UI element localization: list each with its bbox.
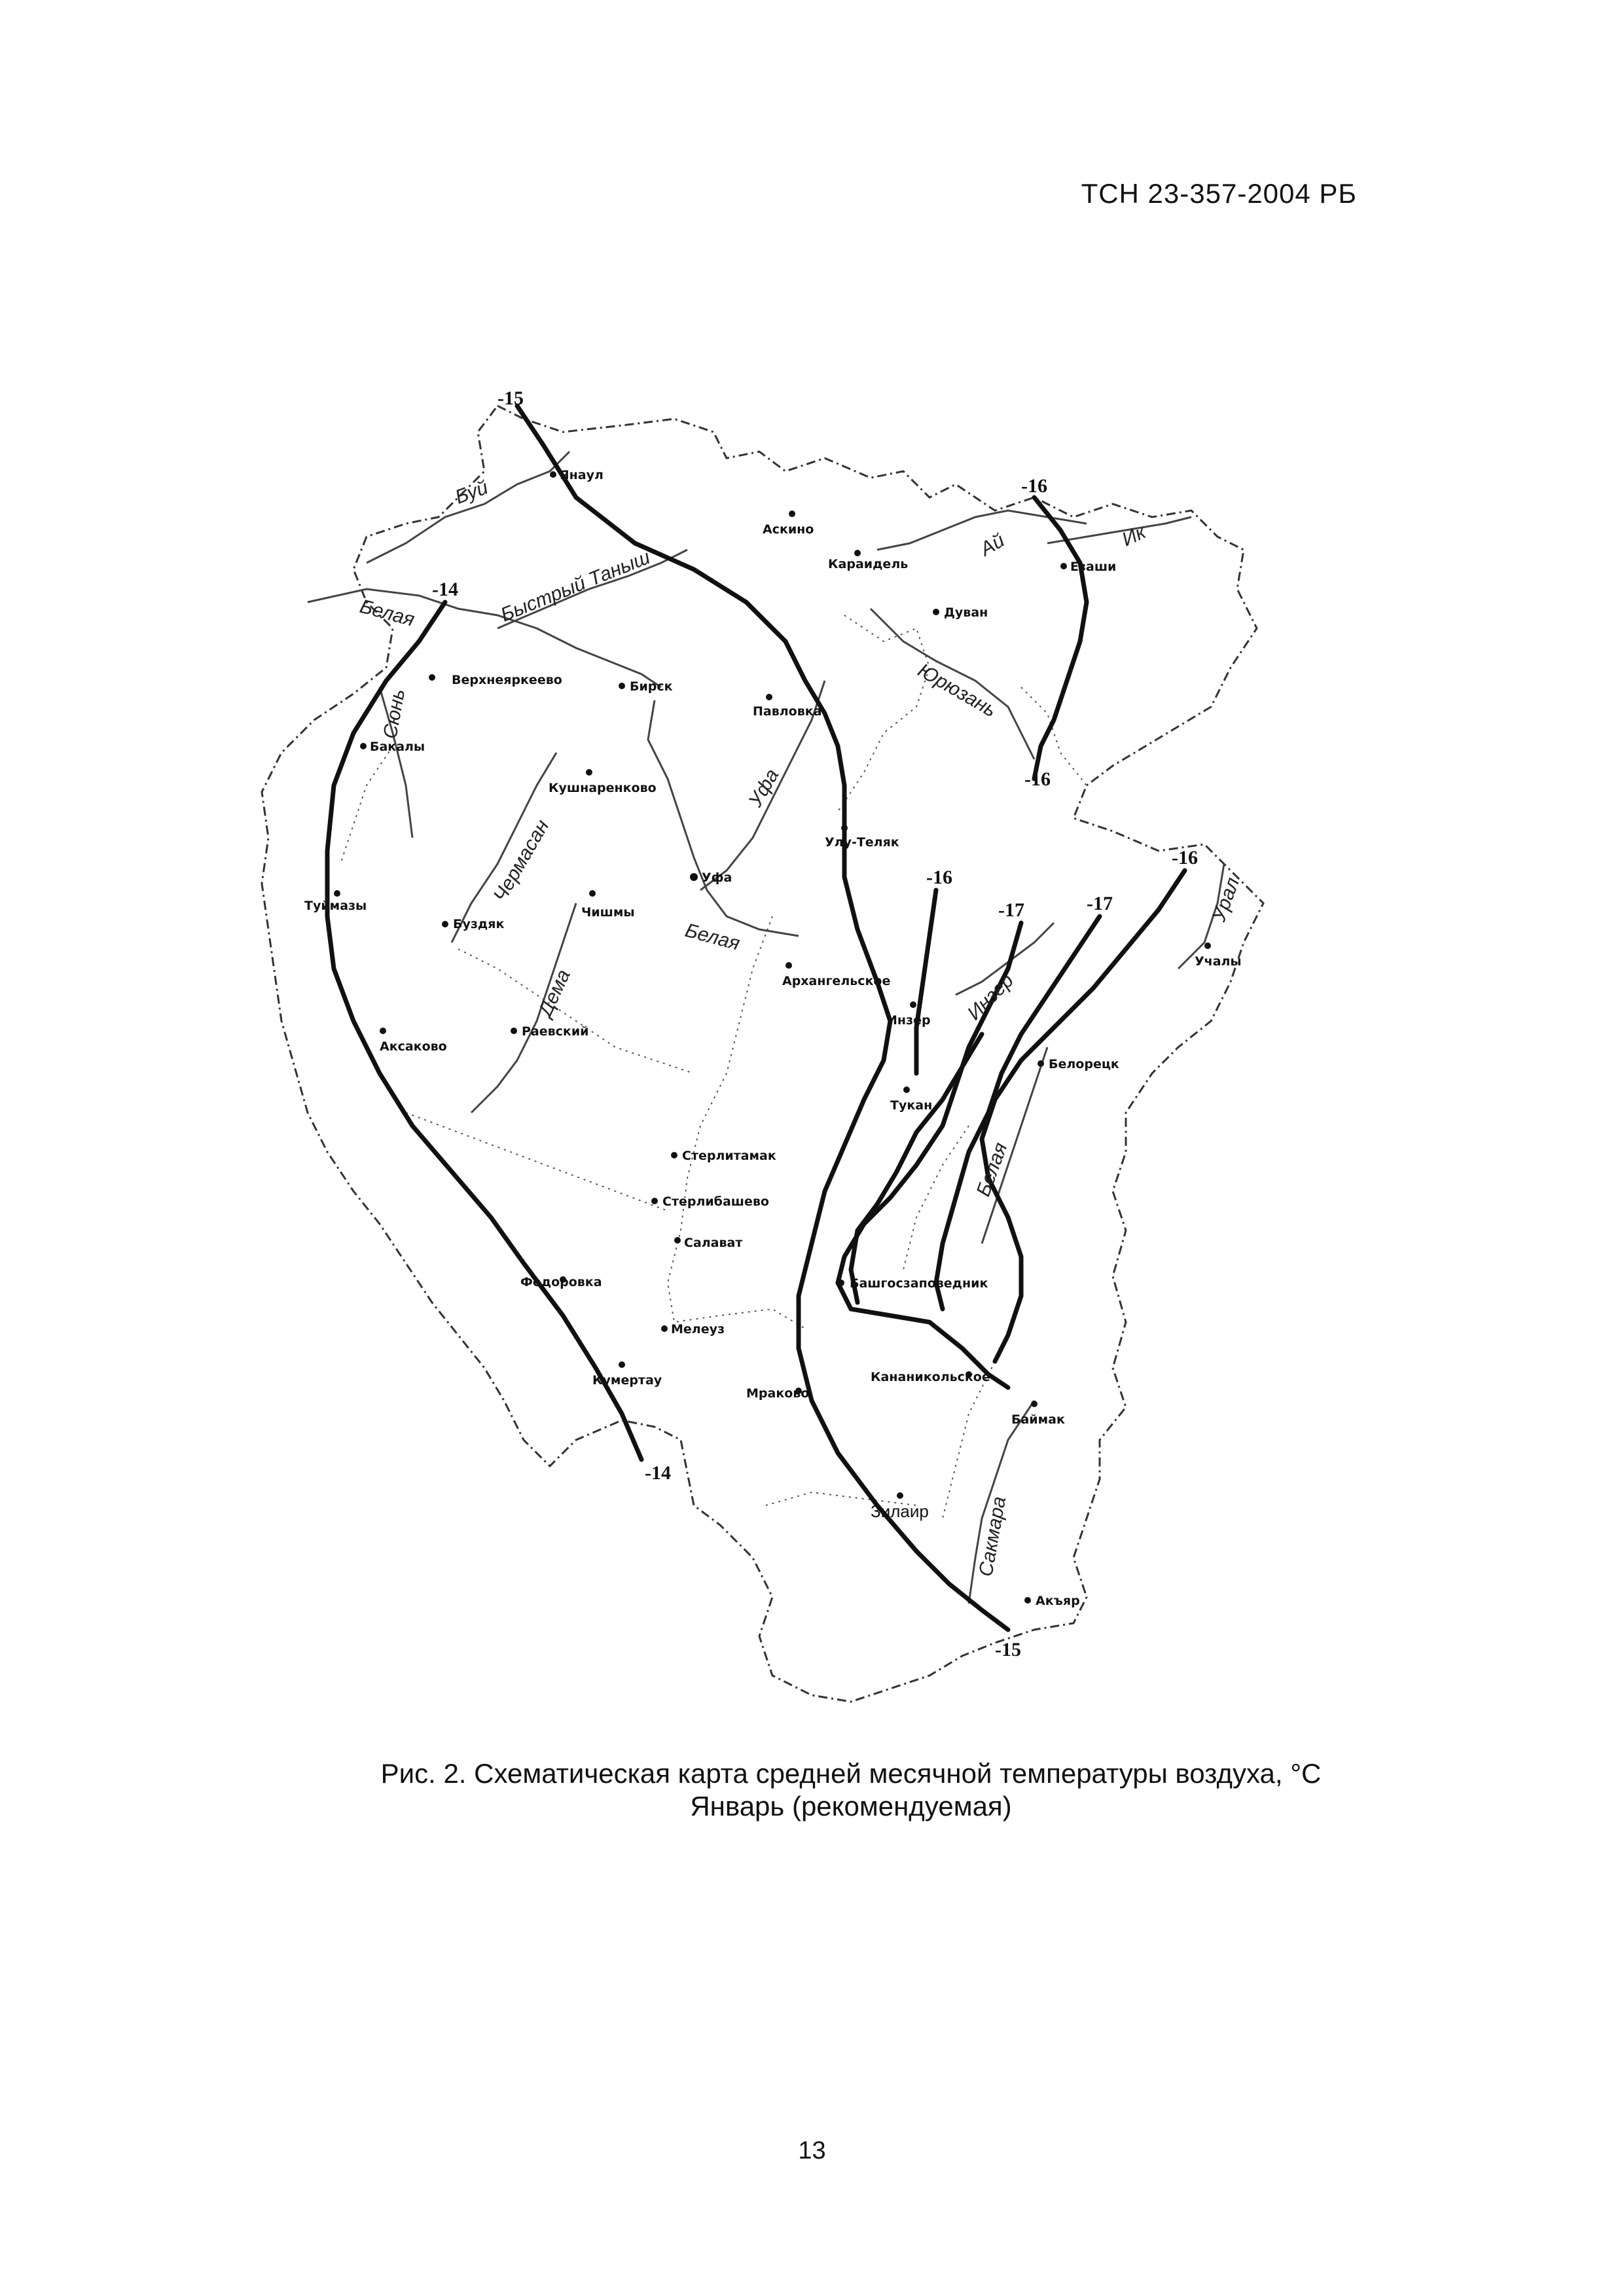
city-pavlovka [753, 694, 821, 719]
city-chishmy [581, 890, 635, 920]
isotherm-label: -16 [1172, 847, 1198, 869]
city-label: Бирск [630, 679, 673, 694]
city-buzdyak [442, 917, 504, 931]
isotherm-label: -16 [926, 867, 952, 888]
isotherm-label: -14 [432, 579, 458, 600]
city-sterlitamak [671, 1149, 776, 1163]
city-ufa [690, 870, 732, 885]
river-dema [471, 903, 576, 1113]
city-label: Башгосзаповедник [850, 1276, 988, 1291]
city-dot [589, 890, 596, 897]
city-dot [897, 1492, 903, 1499]
city-kananikolskoye [871, 1370, 990, 1384]
city-dot [550, 471, 556, 478]
city-label: Мраково [746, 1386, 810, 1401]
document-code: ТСН 23-357-2004 РБ [1081, 178, 1357, 209]
river-label: Буй [452, 476, 491, 509]
river-buy [367, 452, 569, 563]
city-duvan [933, 605, 988, 620]
city-dot [903, 1086, 910, 1093]
city-salavat [674, 1236, 742, 1250]
city-label: Туймазы [304, 899, 367, 913]
city-label: Янаул [560, 468, 604, 482]
river-label: Чермасан [489, 816, 554, 906]
isotherm-line [916, 890, 936, 1073]
city-label: Езаши [1070, 560, 1117, 574]
city-markers [304, 468, 1242, 1608]
city-kushnarenkovo [549, 769, 657, 795]
city-dot [854, 550, 861, 556]
city-yezashi [1060, 560, 1116, 574]
city-label: Улу-Теляк [825, 835, 899, 850]
city-dot [1204, 942, 1211, 949]
region-boundary [262, 406, 1263, 1702]
river-label: Юрюзань [914, 659, 1000, 722]
river-belaya-middle [648, 700, 799, 936]
isotherm-label: -17 [998, 899, 1024, 921]
city-label: Аксаково [380, 1039, 447, 1054]
city-label: Буздяк [453, 917, 505, 931]
river-label: Белая [683, 919, 742, 955]
city-birsk [619, 679, 673, 694]
river-label: Сакмара [975, 1494, 1011, 1579]
figure-caption [353, 1757, 1348, 1823]
city-label: Караидель [828, 557, 909, 571]
city-dot [334, 890, 340, 897]
city-tukan [890, 1086, 932, 1113]
river-label: Белая [357, 595, 417, 631]
city-tuymazy [304, 890, 367, 913]
city-dot [661, 1325, 668, 1332]
city-dot [838, 1280, 844, 1286]
isotherm-line [1034, 497, 1087, 779]
city-meleuz [661, 1322, 725, 1336]
isotherm-label: -15 [497, 387, 524, 409]
city-dot [511, 1028, 517, 1034]
river-label: Ик [1119, 521, 1149, 551]
city-verkhneyarkeyevo [429, 673, 562, 687]
city-dot [674, 1237, 681, 1244]
city-label: Аскино [763, 522, 814, 537]
city-zilair [871, 1492, 929, 1521]
city-dot [1024, 1597, 1031, 1604]
city-dot [442, 921, 448, 927]
city-label: Чишмы [581, 905, 635, 920]
river-label: Уфа [744, 765, 784, 811]
city-label: Дуван [944, 605, 988, 620]
city-dot [789, 511, 795, 517]
isotherm-label: -16 [1024, 768, 1051, 790]
city-label: Кумертау [592, 1373, 662, 1388]
city-karaidel [828, 550, 908, 571]
city-label: Баймак [1011, 1412, 1065, 1427]
city-beloretsk [1038, 1057, 1119, 1071]
city-label: Белорецк [1049, 1057, 1119, 1071]
city-dot [1031, 1401, 1038, 1407]
city-bashgoszapovednik [838, 1276, 988, 1291]
city-sterlibashevo [651, 1194, 769, 1209]
city-dot [766, 694, 772, 700]
city-dot [690, 873, 698, 881]
city-dot [619, 683, 625, 689]
city-dot [785, 962, 792, 969]
city-dot [933, 609, 939, 615]
city-label: Учалы [1195, 954, 1242, 969]
city-dot [841, 825, 848, 831]
city-label: Архангельское [782, 974, 891, 988]
river-labels [357, 476, 1244, 1578]
city-label: Акъяр [1036, 1594, 1080, 1608]
city-dot [360, 743, 367, 749]
city-label: Зилаир [871, 1501, 929, 1521]
city-fedorovka [520, 1275, 602, 1289]
river-label: Быстрый Таныш [497, 546, 653, 626]
city-label: Уфа [702, 870, 732, 885]
isotherm-label: -14 [645, 1462, 671, 1484]
isotherm-label: -15 [995, 1639, 1021, 1660]
city-label: Мелеуз [671, 1322, 725, 1336]
city-dot [586, 769, 592, 776]
city-askino [763, 511, 814, 537]
city-mrakovo [746, 1386, 809, 1401]
city-label: Салават [684, 1236, 743, 1250]
city-akyar [1024, 1594, 1080, 1608]
city-inzer [887, 1001, 931, 1028]
city-label: Павловка [753, 704, 822, 719]
city-label: Стерлибашево [662, 1194, 769, 1209]
city-rayevsky [511, 1024, 588, 1039]
city-dot [1060, 563, 1067, 569]
city-label: Федоровка [520, 1275, 602, 1289]
isotherm-label: -17 [1087, 893, 1113, 914]
city-label: Кушнаренково [549, 781, 657, 795]
city-arkhangelskoye [782, 962, 890, 988]
river-label: Сюнь [379, 687, 410, 741]
city-dot [1038, 1060, 1044, 1067]
caption-line-1: Рис. 2. Схематическая карта средней месячной температуры воздуха, °С [380, 1758, 1322, 1789]
city-dot [380, 1028, 386, 1034]
city-dot [651, 1198, 658, 1204]
city-baymak [1011, 1401, 1065, 1427]
isotherm-label: -16 [1021, 475, 1047, 497]
city-dot [429, 674, 435, 681]
isotherm-line [327, 602, 641, 1460]
river-label: Инзер [963, 969, 1019, 1024]
city-bakaly [360, 740, 425, 754]
caption-line-2: Январь (рекомендуемая) [690, 1791, 1012, 1821]
city-label: Верхнеяркеево [452, 673, 562, 687]
river-label: Урал [1208, 874, 1244, 925]
river-label: Белая [972, 1139, 1012, 1200]
city-ulu-telyak [825, 825, 899, 850]
city-dot [671, 1152, 677, 1158]
city-dot [619, 1361, 625, 1368]
city-label: Кананикольское [871, 1370, 990, 1384]
city-aksakovo [380, 1028, 447, 1054]
city-dot [910, 1001, 916, 1008]
river-label: Ай [977, 529, 1009, 561]
page-number: 13 [798, 2137, 826, 2164]
city-kumertau [592, 1361, 662, 1388]
city-label: Раевский [522, 1024, 589, 1039]
city-label: Инзер [887, 1013, 931, 1028]
city-label: Тукан [890, 1098, 933, 1113]
river-label: Дема [534, 966, 575, 1020]
city-label: Стерлитамак [682, 1149, 776, 1163]
city-label: Бакалы [370, 740, 425, 754]
